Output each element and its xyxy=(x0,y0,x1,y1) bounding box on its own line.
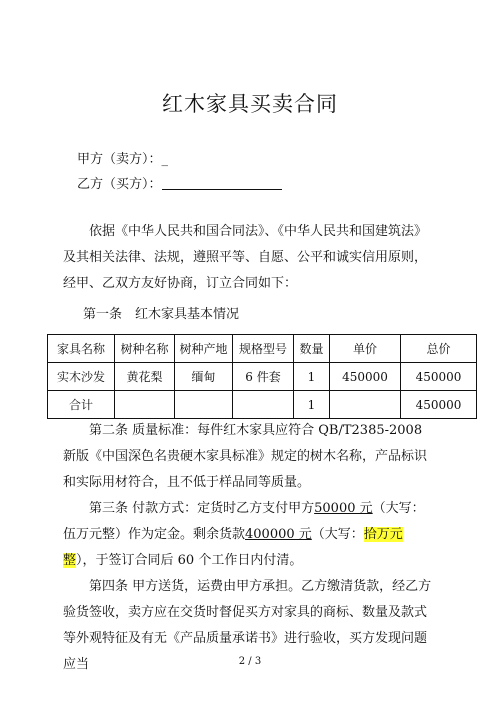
article2-text: 第二条 质量标准：每件红木家具应符合 QB/T2385-2008 新版《中国深色名贵硬木家具标准》规定的树木名称，产品标识和实际用材符合，且不低于样品同等质量。 xyxy=(63,423,428,490)
table-cell xyxy=(115,391,175,419)
table-cell: 合计 xyxy=(48,391,115,419)
deposit-amount: 50000 元 xyxy=(314,501,373,516)
table-total-row xyxy=(48,391,477,419)
table-row xyxy=(48,363,477,391)
party-b-line xyxy=(77,173,282,192)
table-cell xyxy=(175,391,233,419)
table-cell: 缅甸 xyxy=(175,363,233,391)
article3-part4: ），于签订合同后 60 个工作日内付清。 xyxy=(76,553,303,568)
header-cell: 树种产地 xyxy=(175,335,233,363)
header-cell: 单价 xyxy=(330,335,401,363)
table-cell: 450000 xyxy=(330,363,401,391)
article2-paragraph xyxy=(63,418,435,496)
table-cell: 实木沙发 xyxy=(48,363,115,391)
table-cell: 450000 xyxy=(401,391,477,419)
party-a-label: 甲方（卖方）：_ xyxy=(77,152,169,167)
article3-part1: 第三条 付款方式：定货时乙方支付甲方 xyxy=(89,501,315,516)
article3-text xyxy=(63,496,435,574)
article4-text: 第四条 甲方送货，运费由甲方承担。乙方缴清货款，经乙方验货签收，卖方应在交货时督促买方对家具的商标、数量及款式等外观特征及有无《产品质量承诺书》进行验收，买方发现问题应当 xyxy=(63,579,432,672)
header-cell: 家具名称 xyxy=(48,335,115,363)
party-b-blank xyxy=(162,176,282,190)
table-cell xyxy=(330,391,401,419)
table-cell: 黄花梨 xyxy=(115,363,175,391)
party-a-line xyxy=(77,148,168,167)
article3-part2: （大写：伍万元整）作为定金。剩余货款 xyxy=(63,501,425,542)
table-cell xyxy=(233,391,294,419)
table-cell: 1 xyxy=(294,363,330,391)
article3-paragraph xyxy=(63,496,435,574)
intro-text: 依据《中华人民共和国合同法》、《中华人民共和国建筑法》及其相关法律、法规，遵照平等、自愿、公平和诚实信用原则，经甲、乙双方友好协商，订立合同如下： xyxy=(63,224,428,291)
table-cell: 450000 xyxy=(401,363,477,391)
contract-title: 红木家具买卖合同 xyxy=(162,92,338,116)
header-cell: 数量 xyxy=(294,335,330,363)
header-cell: 树种名称 xyxy=(115,335,175,363)
table-header-row xyxy=(48,335,477,363)
page-number: 2 / 3 xyxy=(238,656,262,667)
article3-part3: （大写： xyxy=(311,527,364,542)
furniture-table xyxy=(47,334,477,419)
balance-caps-highlight: 拾万元整 xyxy=(63,527,403,568)
table-cell: 1 xyxy=(294,391,330,419)
party-b-label: 乙方（买方）： xyxy=(77,177,162,192)
intro-paragraph xyxy=(63,219,435,297)
balance-amount: 400000 元 xyxy=(245,527,312,542)
header-cell: 规格型号 xyxy=(233,335,294,363)
article1-title: 第一条 红木家具基本情况 xyxy=(83,307,240,322)
header-cell: 总价 xyxy=(401,335,477,363)
table-cell: 6 件套 xyxy=(233,363,294,391)
